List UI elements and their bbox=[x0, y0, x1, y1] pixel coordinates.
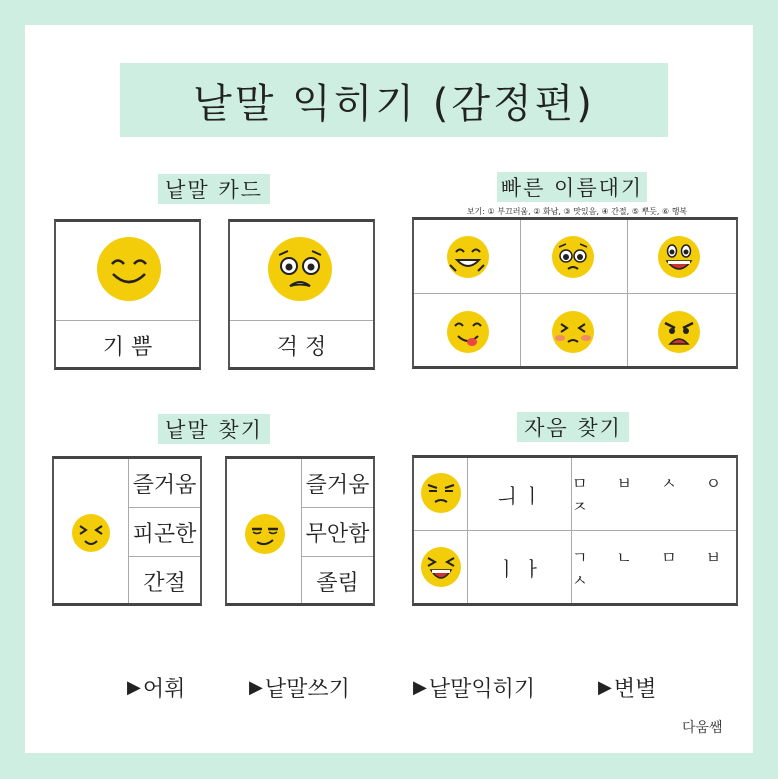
section-label-word-find: 낱말 찾기 bbox=[158, 414, 270, 444]
word-find-group-2 bbox=[225, 456, 375, 606]
vowel-cell: ㅢ ㅣ bbox=[497, 483, 542, 508]
consonant-options[interactable]: ㄱ ㄴ ㅁ ㅂ ㅅ bbox=[572, 547, 734, 590]
blushing-squint-face-icon[interactable] bbox=[551, 310, 595, 354]
play-arrow-icon: ▶ bbox=[598, 677, 612, 698]
menu-link-discrimination[interactable] bbox=[598, 672, 656, 703]
play-arrow-icon: ▶ bbox=[127, 677, 141, 698]
worksheet-card bbox=[25, 25, 753, 753]
squinting-face-icon bbox=[71, 513, 111, 553]
section-label-consonant-find: 자음 찾기 bbox=[517, 412, 629, 442]
menu-label: 변별 bbox=[613, 677, 657, 702]
menu-link-word-practice[interactable] bbox=[413, 672, 535, 703]
word-option[interactable]: 즐거움 bbox=[132, 472, 197, 498]
pleading-face-icon[interactable] bbox=[551, 235, 595, 279]
author-credit: 다움쌤 bbox=[682, 720, 723, 736]
section-label-quick-naming: 빠른 이름대기 bbox=[497, 172, 647, 202]
consonant-options[interactable]: ㅁ ㅂ ㅅ ㅇ ㅈ bbox=[572, 474, 734, 516]
angry-face-icon[interactable] bbox=[657, 310, 701, 354]
word-option[interactable]: 무안함 bbox=[305, 521, 370, 547]
word-card-label: 걱 정 bbox=[276, 334, 327, 360]
section-label-word-card: 낱말 카드 bbox=[158, 174, 270, 204]
smiling-face-icon bbox=[96, 236, 162, 302]
word-card-joy[interactable] bbox=[54, 219, 201, 370]
word-option[interactable]: 즐거움 bbox=[305, 472, 370, 498]
play-arrow-icon: ▶ bbox=[413, 677, 427, 698]
quick-naming-hint: 보기: ① 부끄러움, ② 화남, ③ 맛있음, ④ 간절, ⑤ 뿌듯, ⑥ 행복 bbox=[466, 207, 688, 216]
quick-naming-grid bbox=[412, 217, 738, 369]
menu-link-vocabulary[interactable] bbox=[127, 672, 185, 703]
word-card-worry[interactable] bbox=[228, 219, 375, 370]
word-card-label: 기 쁨 bbox=[102, 334, 153, 360]
word-option[interactable]: 간절 bbox=[143, 570, 186, 596]
consonant-find-table bbox=[412, 455, 738, 606]
word-option[interactable]: 졸림 bbox=[316, 570, 359, 596]
word-option[interactable]: 피곤한 bbox=[132, 521, 197, 547]
page-title: 낱말 익히기 (감정편) bbox=[120, 63, 668, 137]
smirking-face-icon bbox=[244, 513, 286, 555]
menu-label: 낱말익히기 bbox=[428, 677, 536, 702]
menu-label: 어휘 bbox=[142, 677, 186, 702]
yummy-face-icon[interactable] bbox=[446, 310, 490, 354]
suspicious-face-icon bbox=[420, 472, 462, 514]
worried-face-icon bbox=[267, 236, 333, 302]
play-arrow-icon: ▶ bbox=[249, 677, 263, 698]
word-find-group-1 bbox=[52, 456, 202, 606]
vowel-cell: ㅣ ㅏ bbox=[497, 557, 542, 581]
menu-label: 낱말쓰기 bbox=[264, 677, 350, 702]
screaming-laugh-face-icon bbox=[420, 546, 462, 588]
menu-link-word-writing[interactable] bbox=[249, 672, 350, 703]
grinning-face-icon[interactable] bbox=[657, 235, 701, 279]
laughing-face-icon[interactable] bbox=[446, 235, 490, 279]
